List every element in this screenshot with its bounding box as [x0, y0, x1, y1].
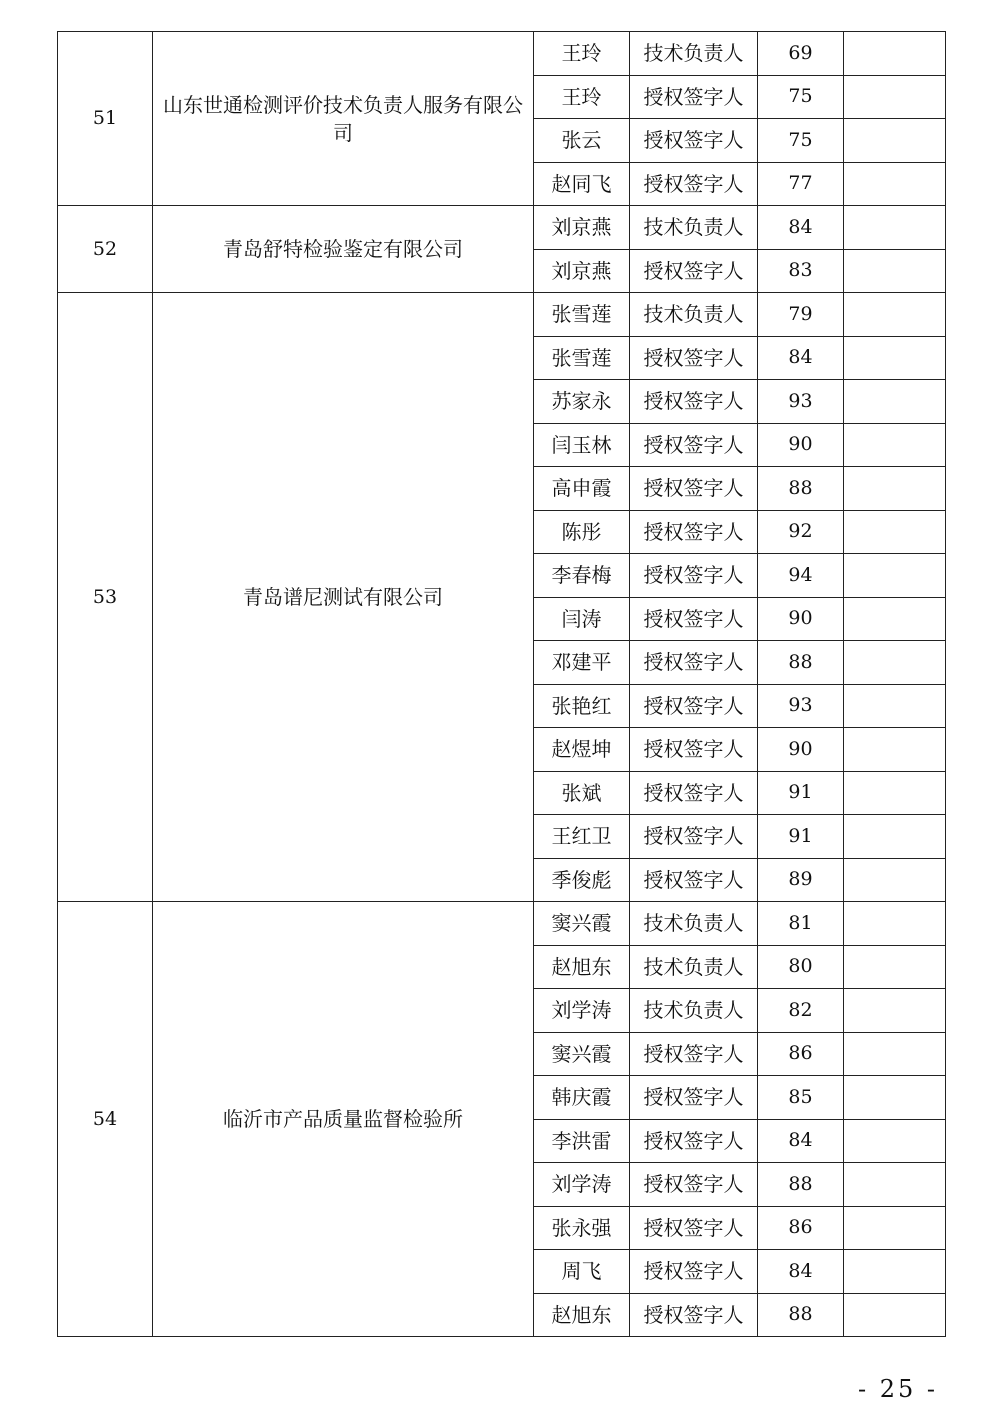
person-score: 88 — [758, 1293, 844, 1337]
organization-name: 山东世通检测评价技术负责人服务有限公司 — [153, 32, 534, 206]
group-number: 53 — [58, 293, 153, 902]
person-name: 窦兴霞 — [534, 1032, 630, 1076]
person-name: 张云 — [534, 119, 630, 163]
person-remark — [844, 1119, 946, 1163]
person-score: 91 — [758, 771, 844, 815]
person-remark — [844, 336, 946, 380]
person-role: 授权签字人 — [630, 641, 758, 685]
person-name: 刘学涛 — [534, 1163, 630, 1207]
person-score: 82 — [758, 989, 844, 1033]
group-number: 54 — [58, 902, 153, 1337]
person-role: 授权签字人 — [630, 119, 758, 163]
person-role: 授权签字人 — [630, 1032, 758, 1076]
group-number: 52 — [58, 206, 153, 293]
person-score: 90 — [758, 728, 844, 772]
person-name: 苏家永 — [534, 380, 630, 424]
person-role: 授权签字人 — [630, 75, 758, 119]
person-score: 88 — [758, 1163, 844, 1207]
person-remark — [844, 75, 946, 119]
person-score: 88 — [758, 467, 844, 511]
person-remark — [844, 1163, 946, 1207]
person-name: 周飞 — [534, 1250, 630, 1294]
person-name: 李春梅 — [534, 554, 630, 598]
person-role: 授权签字人 — [630, 1163, 758, 1207]
person-score: 84 — [758, 336, 844, 380]
person-role: 技术负责人 — [630, 989, 758, 1033]
person-remark — [844, 467, 946, 511]
person-name: 窦兴霞 — [534, 902, 630, 946]
page-number: - 25 - — [857, 1375, 938, 1403]
person-name: 高申霞 — [534, 467, 630, 511]
table-row — [58, 902, 946, 946]
person-remark — [844, 815, 946, 859]
person-remark — [844, 1293, 946, 1337]
person-role: 技术负责人 — [630, 32, 758, 76]
person-remark — [844, 902, 946, 946]
person-score: 77 — [758, 162, 844, 206]
table-row — [58, 32, 946, 76]
person-score: 75 — [758, 119, 844, 163]
person-name: 闫玉林 — [534, 423, 630, 467]
person-name: 刘京燕 — [534, 206, 630, 250]
personnel-table — [57, 31, 946, 1337]
person-role: 技术负责人 — [630, 945, 758, 989]
person-remark — [844, 554, 946, 598]
person-remark — [844, 597, 946, 641]
person-remark — [844, 1076, 946, 1120]
organization-name: 青岛舒特检验鉴定有限公司 — [153, 206, 534, 293]
table-row — [58, 206, 946, 250]
person-remark — [844, 989, 946, 1033]
person-score: 90 — [758, 597, 844, 641]
person-name: 刘学涛 — [534, 989, 630, 1033]
person-remark — [844, 249, 946, 293]
person-remark — [844, 380, 946, 424]
person-score: 86 — [758, 1206, 844, 1250]
organization-name: 青岛谱尼测试有限公司 — [153, 293, 534, 902]
person-name: 张艳红 — [534, 684, 630, 728]
person-remark — [844, 771, 946, 815]
person-score: 84 — [758, 1119, 844, 1163]
person-name: 张雪莲 — [534, 293, 630, 337]
person-role: 授权签字人 — [630, 815, 758, 859]
person-name: 赵旭东 — [534, 1293, 630, 1337]
person-role: 授权签字人 — [630, 467, 758, 511]
person-score: 69 — [758, 32, 844, 76]
person-name: 闫涛 — [534, 597, 630, 641]
person-name: 王红卫 — [534, 815, 630, 859]
personnel-table-body — [58, 32, 946, 1337]
person-remark — [844, 1206, 946, 1250]
person-role: 授权签字人 — [630, 162, 758, 206]
person-role: 授权签字人 — [630, 554, 758, 598]
person-score: 93 — [758, 684, 844, 728]
person-role: 授权签字人 — [630, 858, 758, 902]
person-remark — [844, 423, 946, 467]
person-remark — [844, 684, 946, 728]
person-score: 93 — [758, 380, 844, 424]
person-role: 授权签字人 — [630, 336, 758, 380]
person-score: 80 — [758, 945, 844, 989]
person-role: 授权签字人 — [630, 771, 758, 815]
person-score: 85 — [758, 1076, 844, 1120]
person-name: 邓建平 — [534, 641, 630, 685]
person-remark — [844, 119, 946, 163]
person-role: 授权签字人 — [630, 510, 758, 554]
person-role: 技术负责人 — [630, 206, 758, 250]
person-remark — [844, 858, 946, 902]
person-remark — [844, 1032, 946, 1076]
table-row — [58, 293, 946, 337]
person-name: 张雪莲 — [534, 336, 630, 380]
person-remark — [844, 162, 946, 206]
person-remark — [844, 728, 946, 772]
person-name: 赵旭东 — [534, 945, 630, 989]
person-role: 授权签字人 — [630, 1206, 758, 1250]
person-remark — [844, 945, 946, 989]
person-role: 技术负责人 — [630, 293, 758, 337]
person-score: 83 — [758, 249, 844, 293]
person-role: 授权签字人 — [630, 597, 758, 641]
person-name: 李洪雷 — [534, 1119, 630, 1163]
person-score: 81 — [758, 902, 844, 946]
person-score: 91 — [758, 815, 844, 859]
person-role: 技术负责人 — [630, 902, 758, 946]
person-score: 79 — [758, 293, 844, 337]
person-role: 授权签字人 — [630, 1293, 758, 1337]
person-score: 89 — [758, 858, 844, 902]
person-role: 授权签字人 — [630, 1119, 758, 1163]
person-name: 韩庆霞 — [534, 1076, 630, 1120]
person-score: 92 — [758, 510, 844, 554]
person-role: 授权签字人 — [630, 684, 758, 728]
person-score: 94 — [758, 554, 844, 598]
person-role: 授权签字人 — [630, 380, 758, 424]
person-score: 88 — [758, 641, 844, 685]
person-name: 陈彤 — [534, 510, 630, 554]
person-remark — [844, 641, 946, 685]
person-remark — [844, 1250, 946, 1294]
person-name: 王玲 — [534, 32, 630, 76]
person-name: 张斌 — [534, 771, 630, 815]
person-score: 75 — [758, 75, 844, 119]
person-name: 季俊彪 — [534, 858, 630, 902]
person-role: 授权签字人 — [630, 1076, 758, 1120]
person-role: 授权签字人 — [630, 249, 758, 293]
person-name: 赵同飞 — [534, 162, 630, 206]
person-role: 授权签字人 — [630, 1250, 758, 1294]
organization-name: 临沂市产品质量监督检验所 — [153, 902, 534, 1337]
person-remark — [844, 206, 946, 250]
group-number: 51 — [58, 32, 153, 206]
person-role: 授权签字人 — [630, 423, 758, 467]
person-remark — [844, 32, 946, 76]
person-remark — [844, 293, 946, 337]
person-score: 90 — [758, 423, 844, 467]
person-name: 王玲 — [534, 75, 630, 119]
person-name: 赵煜坤 — [534, 728, 630, 772]
person-name: 张永强 — [534, 1206, 630, 1250]
person-role: 授权签字人 — [630, 728, 758, 772]
person-name: 刘京燕 — [534, 249, 630, 293]
person-score: 84 — [758, 206, 844, 250]
person-score: 84 — [758, 1250, 844, 1294]
person-remark — [844, 510, 946, 554]
person-score: 86 — [758, 1032, 844, 1076]
